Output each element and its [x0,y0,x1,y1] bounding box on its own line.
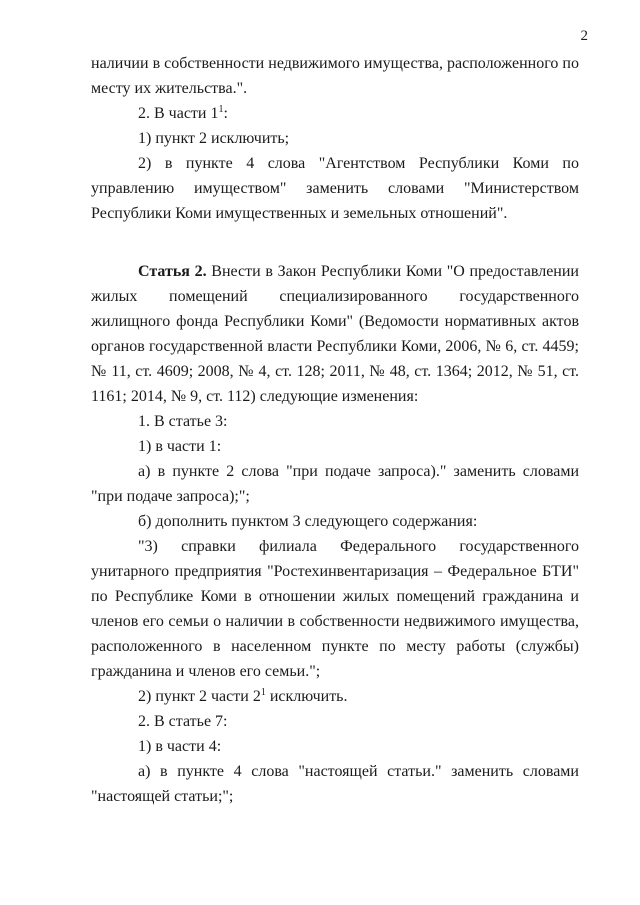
paragraph-continuation: наличии в собственности недвижимого имущества, расположенного по месту их жительства.". [91,55,579,97]
paragraph-item-2-exclude [91,684,579,709]
page-number: 2 [580,28,588,44]
paragraph-item-2: 2) в пункте 4 слова "Агентством Республики Коми по управлению имуществом" заменить словами "Министерством Республики Коми имущественных и земельных отношений". [91,155,579,222]
superscript: 1 [260,687,266,698]
part-label: 2. В части 1 [138,105,219,122]
superscript: 1 [218,104,224,115]
part-label-suffix: : [223,105,228,122]
paragraph-part-4: 1) в части 4: [138,738,222,755]
paragraph-article-3: 1. В статье 3: [138,413,228,430]
paragraph-article-7: 2. В статье 7: [138,713,228,730]
item-text: 2) пункт 2 части 2 [138,688,261,705]
article-text: Внести в Закон Республики Коми "О предоставлении жилых помещений специализированного государственного жилищного фонда Республики Коми" (Ведомости нормативных актов органов государственной власти Республики Коми, 2006, № 6, ст. 4459; № 11, ст. 4609; 2008, № 4, ст. 128; 2011, № 48, ст. 1364; 2012, № 51, ст. 1161; 2014, № 9, ст. 112) следующие изменения: [91,263,579,405]
item-text-suffix: исключить. [265,688,348,705]
paragraph-item-1: 1) пункт 2 исключить; [138,130,290,147]
paragraph-subitem-a: а) в пункте 2 слова "при подаче запроса)." заменить словами "при подаче запроса);"; [91,463,579,505]
paragraph-quote-item-3: "3) справки филиала Федерального государственного унитарного предприятия "Ростехинвентаризация – Федеральное БТИ" по Республике Коми в отношении жилых помещений гражданина и членов его семьи о наличии в собственности недвижимого имущества, расположенного в населенном пункте по месту работы (службы) гражданина и членов его семьи."; [91,538,579,680]
section-spacer [91,226,579,259]
paragraph-subitem-a-2: а) в пункте 4 слова "настоящей статьи." заменить словами "настоящей статьи;"; [91,763,579,805]
paragraph-part-1-1 [91,101,579,126]
article-2 [91,259,579,409]
document-body [91,51,579,809]
article-heading: Статья 2. [138,263,207,280]
paragraph-subitem-b: б) дополнить пунктом 3 следующего содержания: [138,513,478,530]
paragraph-part-1: 1) в части 1: [138,438,222,455]
